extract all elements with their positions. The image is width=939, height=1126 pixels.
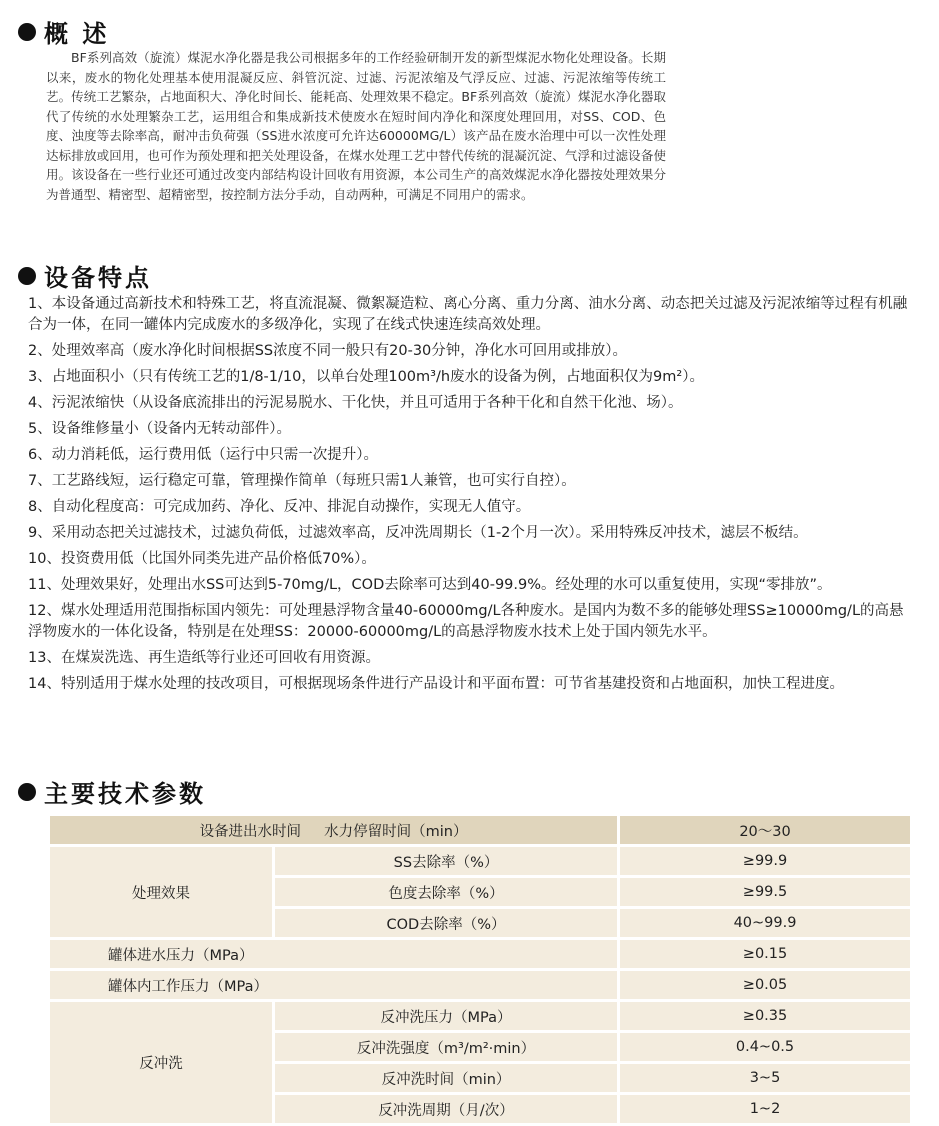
table-row [50,816,910,847]
table-cell: 反冲洗压力（MPa） [275,1002,620,1033]
list-item: 12、煤水处理适用范围指标国内领先：可处理悬浮物含量40-60000mg/L各种废水。是国内为数不多的能够处理SS≥10000mg/L的高悬浮物废水的一体化设备，特别是在处理SS：20000-60000mg/L的高悬浮物废水技术上处于国内领先水平。 [28,603,904,640]
list-item: 4、污泥浓缩快（从设备底流排出的污泥易脱水、干化快，并且可适用于各种干化和自然干化池、场）。 [28,395,683,411]
table-cell: 3~5 [620,1064,910,1095]
overview-heading [18,14,109,49]
table-cell: ≥99.9 [620,847,910,878]
table-cell: 反冲洗周期（月/次） [275,1095,620,1126]
table-row [50,1002,910,1033]
table-cell: 设备进出水时间 水力停留时间（min） [50,816,620,847]
table-group-cell: 处理效果 [50,847,275,940]
list-item: 1、本设备通过高新技术和特殊工艺，将直流混凝、微絮凝造粒、离心分离、重力分离、油水分离、动态把关过滤及污泥浓缩等过程有机融合为一体，在同一罐体内完成废水的多级净化，实现了在线式快速连续高效处理。 [28,296,908,333]
list-item: 3、占地面积小（只有传统工艺的1/8-1/10，以单台处理100m³/h废水的设备为例，占地面积仅为9m²）。 [28,369,704,385]
table-cell: SS去除率（%） [275,847,620,878]
list-item: 6、动力消耗低，运行费用低（运行中只需一次提升）。 [28,447,378,463]
table-cell: 罐体内工作压力（MPa） [50,971,620,1002]
table-cell: 20～30 [620,816,910,847]
bullet-icon [18,23,36,41]
table-row [50,971,910,1002]
table-row [50,940,910,971]
table-cell: 反冲洗强度（m³/m²·min） [275,1033,620,1064]
features-title: 设备特点 [44,264,152,292]
table-cell: 罐体进水压力（MPa） [50,940,620,971]
table-cell: ≥99.5 [620,878,910,909]
bullet-icon [18,267,36,285]
table-cell: ≥0.35 [620,1002,910,1033]
list-item: 11、处理效果好，处理出水SS可达到5-70mg/L，COD去除率可达到40-99.9%。经处理的水可以重复使用，实现“零排放”。 [28,577,832,593]
params-title: 主要技术参数 [44,780,206,808]
list-item: 8、自动化程度高：可完成加药、净化、反冲、排泥自动操作，实现无人值守。 [28,499,531,515]
params-heading [18,774,206,809]
table-cell: COD去除率（%） [275,909,620,940]
table-cell: 色度去除率（%） [275,878,620,909]
list-item: 2、处理效率高（废水净化时间根据SS浓度不同一般只有20-30分钟，净化水可回用或排放）。 [28,343,628,359]
list-item: 7、工艺路线短，运行稳定可靠，管理操作简单（每班只需1人兼管，也可实行自控）。 [28,473,576,489]
list-item: 10、投资费用低（比国外同类先进产品价格低70%）。 [28,551,376,567]
list-item: 14、特别适用于煤水处理的技改项目，可根据现场条件进行产品设计和平面布置：可节省基建投资和占地面积，加快工程进度。 [28,676,844,692]
table-cell: ≥0.15 [620,940,910,971]
features-list [28,294,918,700]
params-table [50,816,910,1126]
list-item: 5、设备维修量小（设备内无转动部件）。 [28,421,291,437]
list-item: 13、在煤炭洗选、再生造纸等行业还可回收有用资源。 [28,650,380,666]
table-cell: 反冲洗时间（min） [275,1064,620,1095]
bullet-icon [18,783,36,801]
table-cell: ≥0.05 [620,971,910,1002]
list-item: 9、采用动态把关过滤技术，过滤负荷低，过滤效率高，反冲洗周期长（1-2个月一次）。采用特殊反冲技术，滤层不板结。 [28,525,808,541]
table-group-cell: 反冲洗 [50,1002,275,1126]
table-cell: 40~99.9 [620,909,910,940]
overview-paragraph: BF系列高效（旋流）煤泥水净化器是我公司根据多年的工作经验研制开发的新型煤泥水物化处理设备。长期以来，废水的物化处理基本使用混凝反应、斜管沉淀、过滤、污泥浓缩及气浮反应、过滤、污泥浓缩等传统工艺。传统工艺繁杂，占地面积大、净化时间长、能耗高、处理效果不稳定。BF系列高效（旋流）煤泥水净化器取代了传统的水处理繁杂工艺，运用组合和集成新技术使废水在短时间内净化和深度处理回用，对SS、COD、色度、浊度等去除率高，耐冲击负荷强（SS进水浓度可允许达60000MG/L）该产品在废水治理中可以一次性处理达标排放或回用，也可作为预处理和把关处理设备，在煤水处理工艺中替代传统的混凝沉淀、气浮和过滤设备使用。该设备在一些行业还可通过改变内部结构设计回收有用资源，本公司生产的高效煤泥水净化器按处理效果分为普通型、精密型、超精密型，按控制方法分手动，自动两种，可满足不同用户的需求。 [46,50,666,202]
table-cell: 0.4~0.5 [620,1033,910,1064]
overview-title: 概 述 [44,20,110,48]
table-row [50,847,910,878]
features-heading [18,258,152,293]
table-cell: 1~2 [620,1095,910,1126]
